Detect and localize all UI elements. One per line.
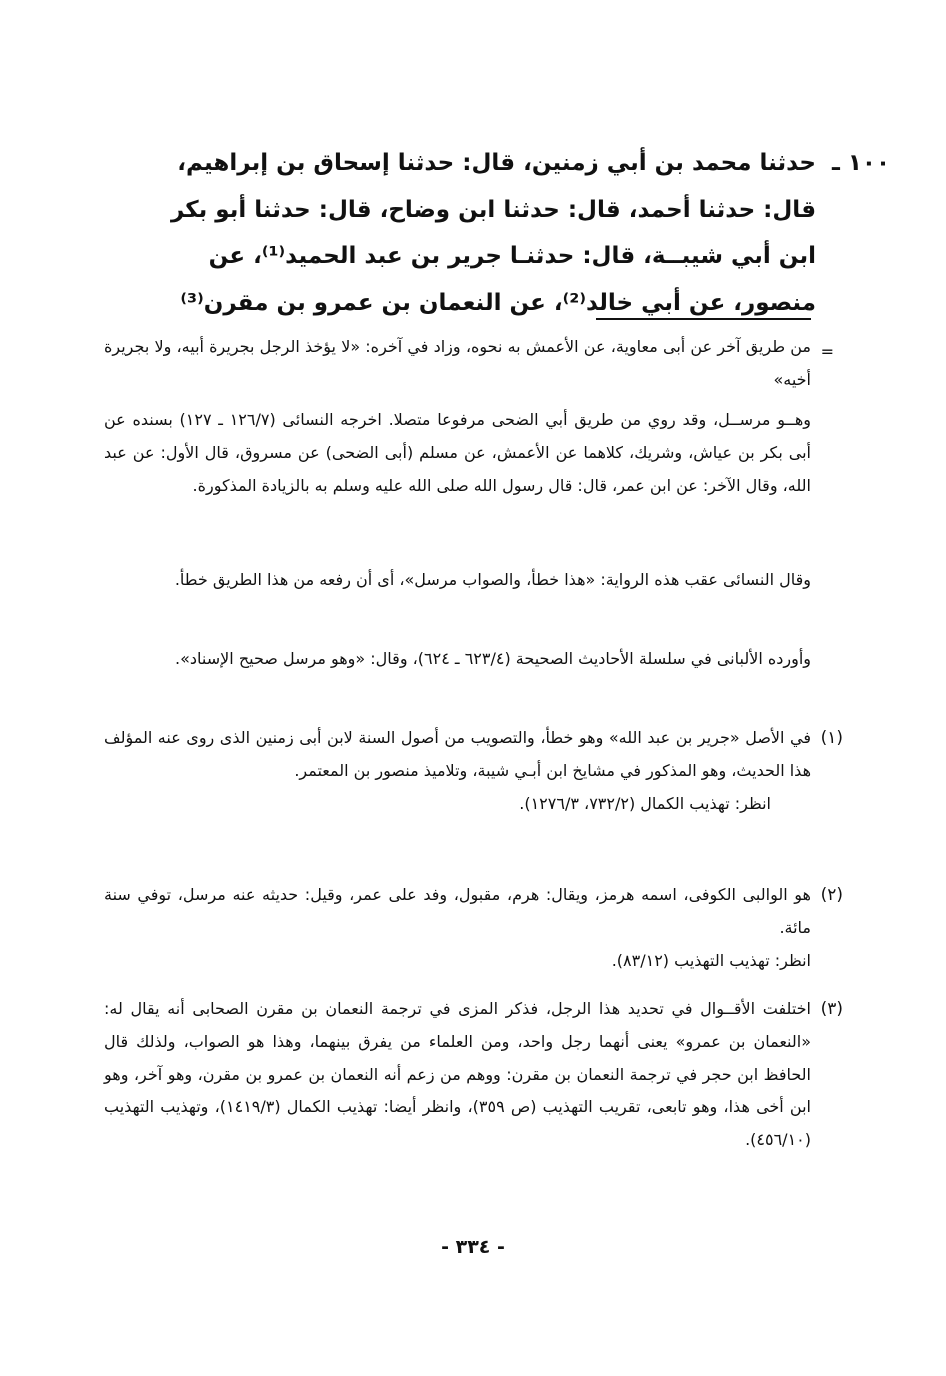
footnote-continuation-4: وأورده الألبانى في سلسلة الأحاديث الصحيحة (٦٢٣/٤ ـ ٦٢٤)، وقال: «وهو مرسل صحيح الإسناد». (175, 649, 811, 668)
footnote-text: اختلفت الأقــوال في تحديد هذا الرجل، فذكر المزى في ترجمة النعمان بن مقرن الصحابى أنه يقال له: «النعمان بن عمرو» يعنى أنهما رجل واحد، ومن العلماء من يفرق بينهما، وهذا هو الصواب، ولذلك قال الحافظ ابن حجر في ترجمة النعمان بن مقرن: ووهم من زعم أنه النعمان بن عمرو بن مقرن، وهو آخر، وهو ابن أخى هذا، وهو تابعى، تقريب التهذيب (ص ٣٥٩)، وانظر أيضا: تهذيب الكمال (١٤١٩/٣)، وتهذيب التهذيب (٤٥٦/١٠). (104, 999, 812, 1150)
continuation-mark: = (820, 342, 834, 361)
footnote-number: (٣) (820, 999, 843, 1019)
footnote-1 (104, 722, 811, 820)
hadith-line: ابن أبي شيبــة، قال: حدثنـا جرير بن عبد الحميد⁽¹⁾، عن (208, 243, 816, 269)
footnote-number: (١) (820, 728, 843, 748)
hadith-line: قال: حدثنا أحمد، قال: حدثنا ابن وضاح، قال: حدثنا أبو بكر (170, 196, 816, 223)
hadith-line: منصور، عن أبي خالد⁽²⁾، عن النعمان بن عمرو بن مقرن⁽³⁾ (180, 289, 816, 316)
footnote-reference: انظر: تهذيب الكمال (٧٣٢/٢، ١٢٧٦/٣). (519, 793, 771, 813)
hadith-text (96, 140, 816, 326)
footnote-3 (104, 993, 811, 1157)
footnote-text: في الأصل «جرير بن عبد الله» وهو خطأ، والتصويب من أصول السنة لابن أبى زمنين الذى روى عنه المؤلف هذا الحديث، وهو المذكور في مشايخ ابن أبـي شيبة، وتلاميذ منصور بن المعتمر. (104, 728, 811, 780)
footnote-2 (104, 879, 811, 977)
footnote-number: (٢) (820, 885, 843, 905)
footnote-continuation-1: من طريق آخر عن أبى معاوية، عن الأعمش به نحوه، وزاد في آخره: «لا يؤخذ الرجل بجريرة أبيه، ولا بجريرة أخيه» (104, 337, 811, 389)
footnote-continuation-3: وقال النسائى عقب هذه الرواية: «هذا خطأ، والصواب مرسل»، أى أن رفعه من هذا الطريق خطأ. (174, 570, 811, 589)
hadith-number: ١٠٠ ـ (832, 150, 890, 176)
footnote-separator (596, 318, 811, 320)
hadith-line: حدثنا محمد بن أبي زمنين، قال: حدثنا إسحاق بن إبراهيم، (177, 150, 816, 176)
footnote-text: هو الوالبى الكوفى، اسمه هرمز، ويقال: هرم، مقبول، وفد على عمر، وقيل: حديثه عنه مرسل، توفي سنة مائة. (104, 885, 811, 937)
footnote-reference: انظر: تهذيب التهذيب (٨٣/١٢). (611, 950, 811, 970)
page-number: - ٣٣٤ - (441, 1236, 505, 1258)
footnote-continuation-2: وهــو مرســل، وقد روي من طريق أبي الضحى مرفوعا متصلا. اخرجه النسائى (١٢٦/٧ ـ ١٢٧) بسنده عن أبى بكر بن عياش، وشريك، كلاهما عن الأعمش، عن مسلم (أبى الضحى) عن مسروق، قال الأول: عن عبد الله، وقال الآخر: عن ابن عمر، قال: قال رسول الله صلى الله عليه وسلم به بالزيادة المذكورة. (104, 410, 811, 495)
